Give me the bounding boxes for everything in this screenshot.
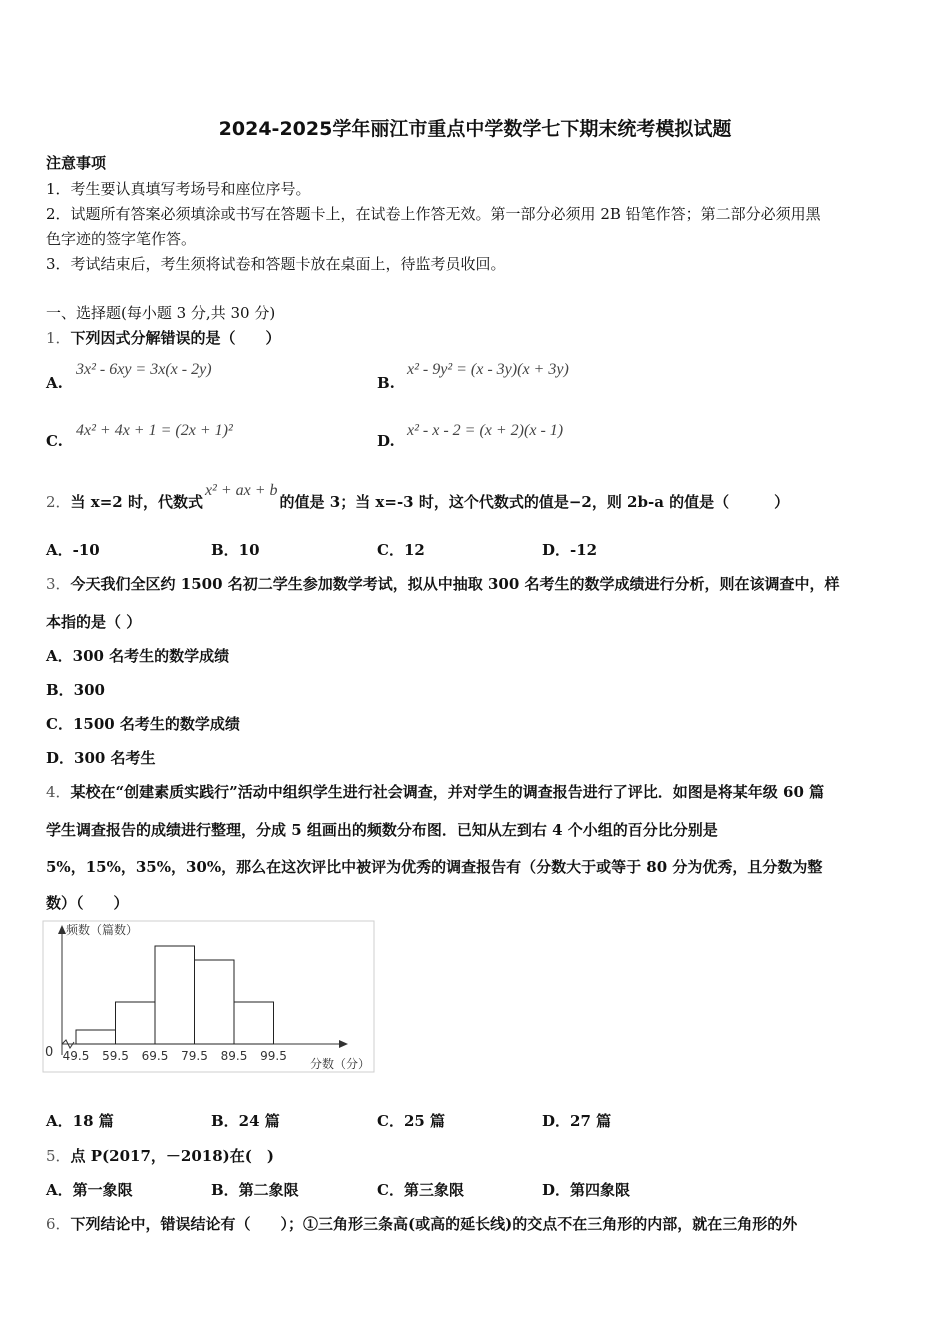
q1-option-d [377, 420, 395, 450]
q4-option-b: B．24 篇 [211, 1112, 280, 1130]
x-axis-arrow [339, 1040, 348, 1048]
question-stem: 今天我们全区约 1500 名初二学生参加数学考试，拟从中抽取 300 名考生的数学成绩进行分析，则在该调查中，样 [70, 575, 840, 593]
notice-item-2-cont: 色字迹的签字笔作答。 [46, 230, 197, 248]
notice-item-1: 1．考生要认真填写考场号和座位序号。 [46, 180, 311, 198]
q3-option-a: A．300 名考生的数学成绩 [46, 647, 230, 665]
q4-option-d: D．27 篇 [542, 1112, 612, 1130]
x-tick-label: 79.5 [181, 1049, 208, 1063]
q1-option-b-expr: x² - 9y² = (x - 3y)(x + 3y) [407, 361, 569, 378]
histogram-bar [116, 1002, 156, 1044]
y-axis-label: 频数（篇数） [66, 923, 139, 937]
option-label: C. [46, 432, 63, 450]
q1-option-c [46, 420, 63, 450]
page-title: 2024-2025学年丽江市重点中学数学七下期末统考模拟试题 [218, 118, 732, 140]
question-stem-part2: 的值是 3；当 x=-3 时，这个代数式的值是−2，则 2b-a 的值是（ ） [279, 493, 790, 511]
question-4-line3: 5%，15%，35%，30%，那么在这次评比中被评为优秀的调查报告有（分数大于或等于 80 分为优秀，且分数为整 [46, 858, 823, 876]
notice-item-3: 3．考试结束后，考生须将试卷和答题卡放在桌面上，待监考员收回。 [46, 255, 506, 273]
notice-item-2: 2．试题所有答案必须填涂或书写在答题卡上，在试卷上作答无效。第一部分必须用 2B 铅笔作答；第二部分必须用黑 [46, 205, 821, 223]
q1-option-b [377, 362, 395, 392]
x-tick-label: 99.5 [260, 1049, 287, 1063]
question-stem-part1: 当 x=2 时，代数式 [70, 493, 203, 511]
question-1 [46, 327, 281, 348]
question-number: 5． [46, 1147, 71, 1165]
x-tick-label: 69.5 [141, 1049, 169, 1063]
q1-option-c-expr: 4x² + 4x + 1 = (2x + 1)² [76, 422, 233, 439]
x-tick-label: 49.5 [62, 1049, 90, 1063]
q1-option-d-expr: x² - x - 2 = (x + 2)(x - 1) [407, 422, 564, 439]
q4-option-c: C．25 篇 [377, 1112, 446, 1130]
question-number: 1． [46, 329, 71, 347]
q2-option-d: D．-12 [542, 541, 598, 559]
q5-option-c: C．第三象限 [377, 1181, 464, 1199]
option-label: D. [377, 432, 395, 450]
question-3 [46, 573, 840, 594]
q5-option-b: B．第二象限 [211, 1181, 299, 1199]
question-number: 3． [46, 575, 71, 593]
q5-option-d: D．第四象限 [542, 1181, 631, 1199]
question-number: 6． [46, 1215, 71, 1233]
question-stem: 点 P(2017，－2018)在( ) [70, 1147, 274, 1165]
question-5 [46, 1145, 274, 1166]
question-number: 2． [46, 493, 71, 511]
q1-option-a-expr: 3x² - 6xy = 3x(x - 2y) [76, 361, 212, 378]
option-label: B. [377, 374, 395, 392]
question-stem: 某校在“创建素质实践行”活动中组织学生进行社会调查，并对学生的调查报告进行了评比．如图是将某年级 60 篇 [70, 783, 825, 801]
q2-expression: x² + ax + b [204, 482, 278, 499]
question-3-cont: 本指的是（ ） [46, 613, 142, 631]
question-2 [46, 482, 790, 512]
q1-option-a [46, 362, 63, 392]
section-heading: 一、选择题(每小题 3 分,共 30 分) [46, 304, 276, 322]
x-tick-label: 89.5 [220, 1049, 248, 1063]
y-axis-arrow [58, 925, 66, 934]
question-4 [46, 781, 824, 802]
q3-option-c: C．1500 名考生的数学成绩 [46, 715, 240, 733]
option-label: A. [46, 374, 63, 392]
histogram-bar [155, 946, 195, 1044]
q3-option-d: D．300 名考生 [46, 749, 156, 767]
origin-label: 0 [45, 1045, 54, 1060]
q2-option-b: B．10 [211, 541, 260, 559]
question-stem: 下列结论中，错误结论有（ ）；①三角形三条高(或高的延长线)的交点不在三角形的内部，就在三角形的外 [70, 1215, 798, 1233]
notice-heading: 注意事项 [46, 154, 107, 172]
q4-option-a: A．18 篇 [46, 1112, 114, 1130]
question-4-line4: 数）（ ） [46, 894, 129, 912]
question-6 [46, 1213, 797, 1234]
q3-option-b: B．300 [46, 681, 105, 699]
histogram-bar [195, 960, 235, 1044]
question-4-line2: 学生调查报告的成绩进行整理，分成 5 组画出的频数分布图．已知从左到右 4 个小组的百分比分别是 [46, 821, 718, 839]
question-stem: 下列因式分解错误的是（ ） [70, 329, 281, 347]
x-axis-label: 分数（分） [310, 1057, 371, 1071]
histogram-bar [234, 1002, 274, 1044]
question-number: 4． [46, 783, 71, 801]
q5-option-a: A．第一象限 [46, 1181, 133, 1199]
x-tick-label: 59.5 [102, 1049, 129, 1063]
histogram-bar [76, 1030, 116, 1044]
q2-option-c: C．12 [377, 541, 425, 559]
q2-option-a: A．-10 [46, 541, 100, 559]
frequency-histogram [42, 920, 376, 1074]
